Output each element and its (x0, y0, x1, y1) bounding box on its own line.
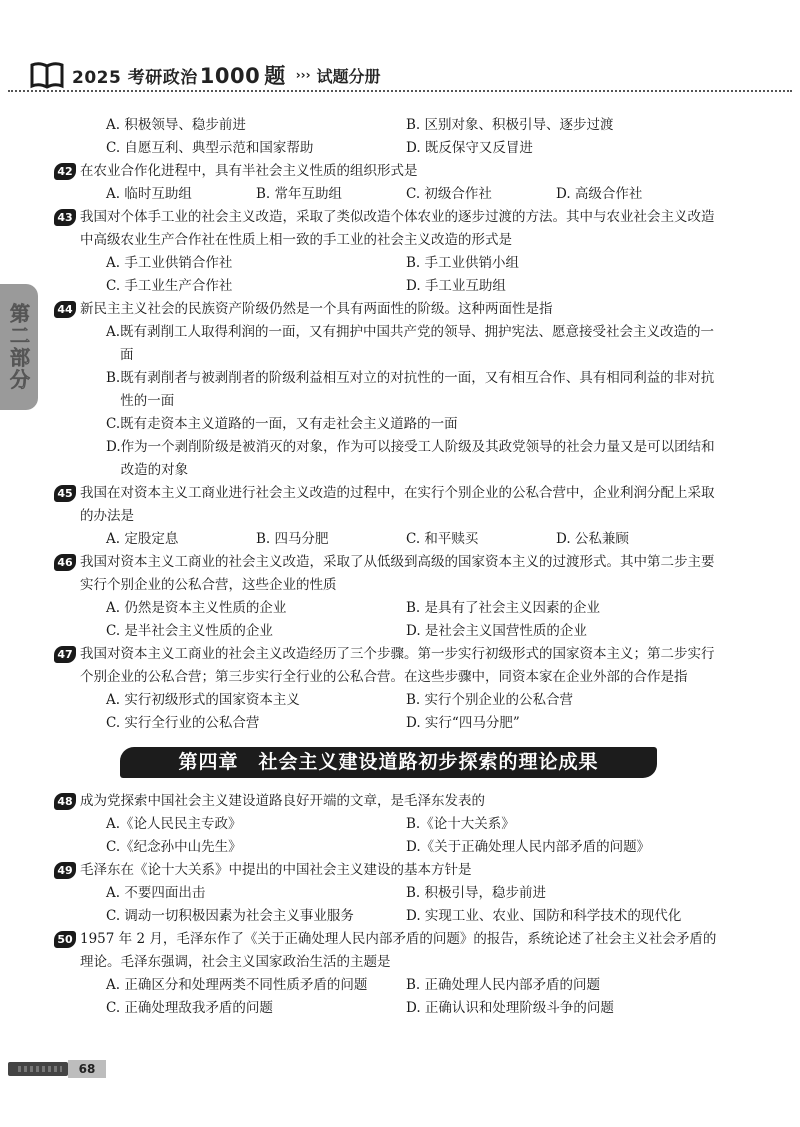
option-c: C. 实行全行业的公私合营 (106, 715, 260, 731)
option-d: D. 实行“四马分肥” (406, 715, 520, 731)
option-c: C.《纪念孙中山先生》 (106, 839, 242, 855)
question-43 (57, 206, 720, 298)
question-49 (57, 859, 720, 928)
option-b: B. 是具有了社会主义因素的企业 (406, 600, 601, 616)
book-subtitle: 试题分册 (316, 66, 381, 86)
option-d: D. 既反保守又反冒进 (406, 140, 533, 156)
option-b: B. 区别对象、积极引导、逐步过渡 (406, 117, 614, 133)
question-number-badge: 45 (54, 485, 76, 502)
question-number-badge: 48 (54, 793, 76, 810)
question-number-badge: 42 (54, 163, 76, 180)
option-b: B. 四马分肥 (256, 531, 329, 547)
option-b: B. 常年互助组 (256, 186, 343, 202)
question-stem: 我国对个体手工业的社会主义改造，采取了类似改造个体农业的逐步过渡的方法。其中与农业社会主义改造中高级农业生产合作社在性质上相一致的手工业的社会主义改造的形式是 (80, 209, 715, 248)
question-stem: 我国对资本主义工商业的社会主义改造，采取了从低级到高级的国家资本主义的过渡形式。其中第二步主要实行个别企业的公私合营，这些企业的性质 (80, 554, 715, 593)
option-a: A. 临时互助组 (106, 186, 192, 202)
option-d: D. 作为一个剥削阶级是被消灭的对象，作为可以接受工人阶级及其政党领导的社会力量又是可以团结和改造的对象 (106, 439, 715, 478)
question-50 (57, 928, 720, 1020)
option-c: C. 既有走资本主义道路的一面，又有走社会主义道路的一面 (106, 416, 458, 432)
question-stem: 在农业合作化进程中，具有半社会主义性质的组织形式是 (80, 163, 418, 179)
question-48 (57, 790, 720, 859)
option-d: D. 实现工业、农业、国防和科学技术的现代化 (406, 908, 682, 924)
option-d: D.《关于正确处理人民内部矛盾的问题》 (406, 839, 651, 855)
option-b: B. 正确处理人民内部矛盾的问题 (406, 977, 601, 993)
option-a: A. 实行初级形式的国家资本主义 (106, 692, 300, 708)
option-a: A. 手工业供销合作社 (106, 255, 233, 271)
option-b: B. 手工业供销小组 (406, 255, 520, 271)
open-book-icon (30, 61, 64, 89)
option-a: A. 仍然是资本主义性质的企业 (106, 600, 287, 616)
option-a: A. 积极领导、稳步前进 (106, 117, 246, 133)
question-44 (57, 298, 720, 482)
question-number-badge: 43 (54, 209, 76, 226)
question-number-badge: 44 (54, 301, 76, 318)
question-number-badge: 50 (54, 931, 76, 948)
question-number-badge: 46 (54, 554, 76, 571)
question-stem: 新民主主义社会的民族资产阶级仍然是一个具有两面性的阶级。这种两面性是指 (80, 301, 553, 317)
question-46 (57, 551, 720, 643)
question-47 (57, 643, 720, 735)
page-number: 68 (68, 1060, 106, 1078)
option-a: A. 正确区分和处理两类不同性质矛盾的问题 (106, 977, 368, 993)
page-header (30, 58, 381, 92)
chapter-banner: 第四章 社会主义建设道路初步探索的理论成果 (120, 747, 657, 778)
option-b: B. 积极引导，稳步前进 (406, 885, 547, 901)
question-stem: 毛泽东在《论十大关系》中提出的中国社会主义建设的基本方针是 (80, 862, 472, 878)
option-d: D. 高级合作社 (556, 186, 643, 202)
option-a: A. 定股定息 (106, 531, 179, 547)
section-side-tab: 第二部分 (0, 284, 38, 410)
chevron-arrows-icon: ››› (295, 68, 311, 82)
option-a: A.《论人民民主专政》 (106, 816, 242, 832)
option-b: B. 实行个别企业的公私合营 (406, 692, 574, 708)
question-content (57, 114, 720, 1020)
option-c: C. 自愿互利、典型示范和国家帮助 (106, 140, 314, 156)
option-c: C. 手工业生产合作社 (106, 278, 233, 294)
question-stem: 我国对资本主义工商业的社会主义改造经历了三个步骤。第一步实行初级形式的国家资本主义；第二步实行个别企业的公私合营；第三步实行全行业的公私合营。在这些步骤中，同资本家在企业外部的合作是指 (80, 646, 715, 685)
question-stem: 我国在对资本主义工商业进行社会主义改造的过程中，在实行个别企业的公私合营中，企业利润分配上采取的办法是 (80, 485, 715, 524)
option-b: B. 既有剥削者与被剥削者的阶级利益相互对立的对抗性的一面，又有相互合作、具有相同利益的非对抗性的一面 (106, 370, 715, 409)
option-a: A. 不要四面出击 (106, 885, 206, 901)
header-divider (8, 90, 792, 92)
options-q41-tail (106, 114, 720, 160)
option-c: C. 和平赎买 (406, 531, 479, 547)
option-b: B.《论十大关系》 (406, 816, 515, 832)
question-number-badge: 49 (54, 862, 76, 879)
option-d: D. 手工业互助组 (406, 278, 506, 294)
question-stem: 1957 年 2 月，毛泽东作了《关于正确处理人民内部矛盾的问题》的报告，系统论述了社会主义社会矛盾的理论。毛泽东强调，社会主义国家政治生活的主题是 (80, 931, 717, 970)
option-c: C. 是半社会主义性质的企业 (106, 623, 273, 639)
question-45 (57, 482, 720, 551)
footer-stripes (18, 1066, 62, 1072)
question-42 (57, 160, 720, 206)
option-c: C. 调动一切积极因素为社会主义事业服务 (106, 908, 354, 924)
option-c: C. 正确处理敌我矛盾的问题 (106, 1000, 273, 1016)
option-c: C. 初级合作社 (406, 186, 492, 202)
book-title: 2025 考研政治1000 题 (72, 64, 286, 88)
question-stem: 成为党探索中国社会主义建设道路良好开端的文章，是毛泽东发表的 (80, 793, 485, 809)
option-d: D. 正确认识和处理阶级斗争的问题 (406, 1000, 614, 1016)
question-number-badge: 47 (54, 646, 76, 663)
option-a: A. 既有剥削工人取得利润的一面，又有拥护中国共产党的领导、拥护宪法、愿意接受社会主义改造的一面 (106, 324, 715, 363)
option-d: D. 公私兼顾 (556, 531, 629, 547)
option-d: D. 是社会主义国营性质的企业 (406, 623, 587, 639)
